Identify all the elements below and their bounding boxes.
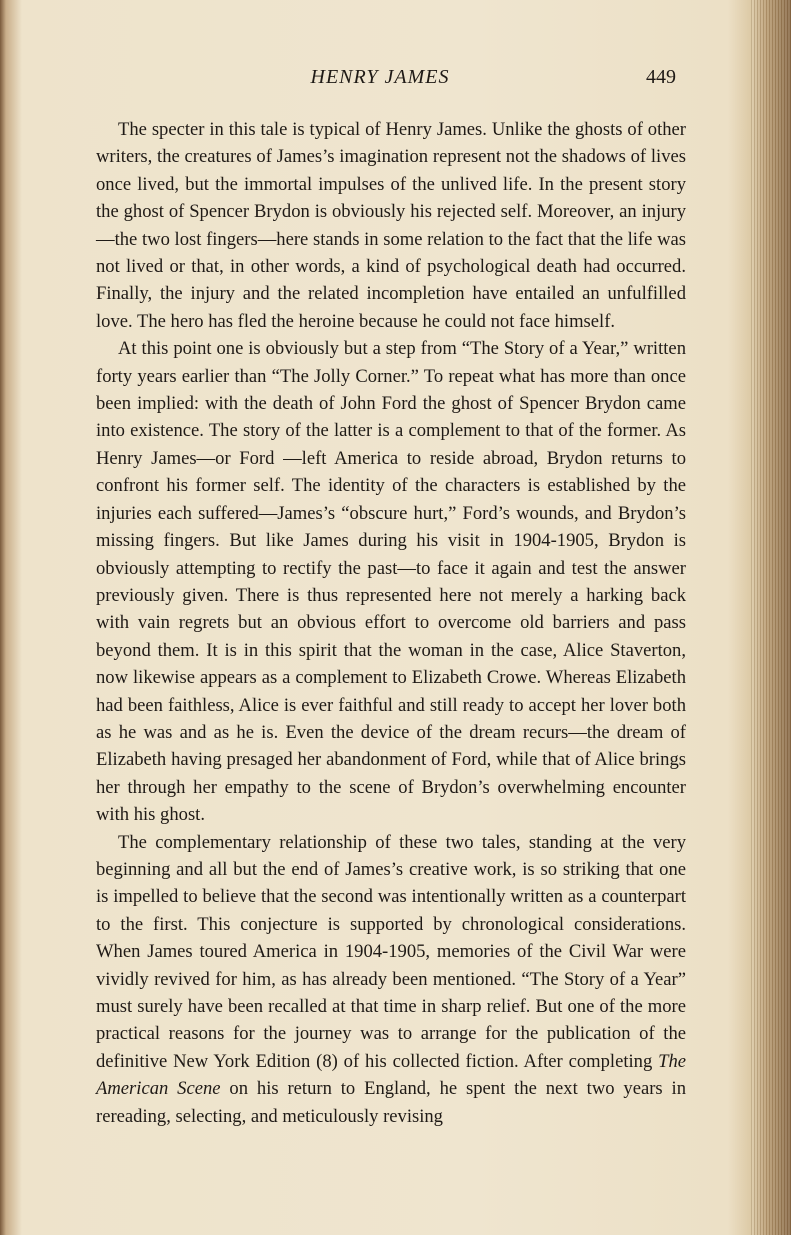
page-number: 449	[646, 66, 676, 88]
paragraph-3-text-before: The complementary relationship of these two tales, standing at the very beginning and all but the end of James’s creative work, is so striking that one is impelled to believe that the second was intentionally written as a counterpart to the first. This conjecture is supported by chronological considerations. When James toured America in 1904-1905, memories of the Civil War were vividly revived for him, as has already been mentioned. “The Story of a Year” must surely have been recalled at that time in sharp relief. But one of the more practical reasons for the journey was to arrange for the publication of the definitive New York Edition (8) of his collected fiction. After completing	[96, 831, 686, 1072]
page-edge-shadow	[751, 0, 791, 1235]
running-head-title: HENRY JAMES	[310, 66, 450, 88]
body-text	[96, 116, 686, 1130]
paragraph-1: The specter in this tale is typical of Henry James. Unlike the ghosts of other writers, the creatures of James’s imagination represent not the shadows of lives once lived, but the immortal impulses of the unlived life. In the present story the ghost of Spencer Brydon is obviously his rejected self. Moreover, an injury—the two lost fingers—here stands in some relation to the fact that the life was not lived or that, in other words, a kind of psychological death had occurred. Finally, the injury and the related incompletion have entailed an unfulfilled love. The hero has fled the heroine because he could not face himself.	[96, 119, 686, 332]
running-head	[0, 66, 791, 96]
book-title-italic: The American Scene	[96, 1050, 686, 1100]
paragraph-2: At this point one is obviously but a step from “The Story of a Year,” written forty years earlier than “The Jolly Corner.” To repeat what has more than once been implied: with the death of John Ford the ghost of Spencer Brydon came into existence. The story of the latter is a complement to that of the former. As Henry James—or Ford —left America to reside abroad, Brydon returns to confront his former self. The identity of the characters is established by the injuries each suffered—James’s “obscure hurt,” Ford’s wounds, and Brydon’s missing fingers. But like James during his visit in 1904-1905, Brydon is obviously attempting to rectify the past—to face it again and test the answer previously given. There is thus represented here not merely a harking back with vain regrets but an obvious effort to overcome old barriers and pass beyond them. It is in this spirit that the woman in the case, Alice Staverton, now likewise appears as a complement to Elizabeth Crowe. Whereas Elizabeth had been faithless, Alice is ever faithful and still ready to accept her lover both as he was and as he is. Even the device of the dream recurs—the dream of Elizabeth having presaged her abandonment of Ford, while that of Alice brings her through her empathy to the scene of Brydon’s overwhelming encounter with his ghost.	[96, 338, 686, 826]
paragraph-3	[96, 829, 686, 1130]
paragraph-3-text-after: on his return to England, he spent the next two years in rereading, selecting, and meticulously revising	[96, 1078, 686, 1127]
